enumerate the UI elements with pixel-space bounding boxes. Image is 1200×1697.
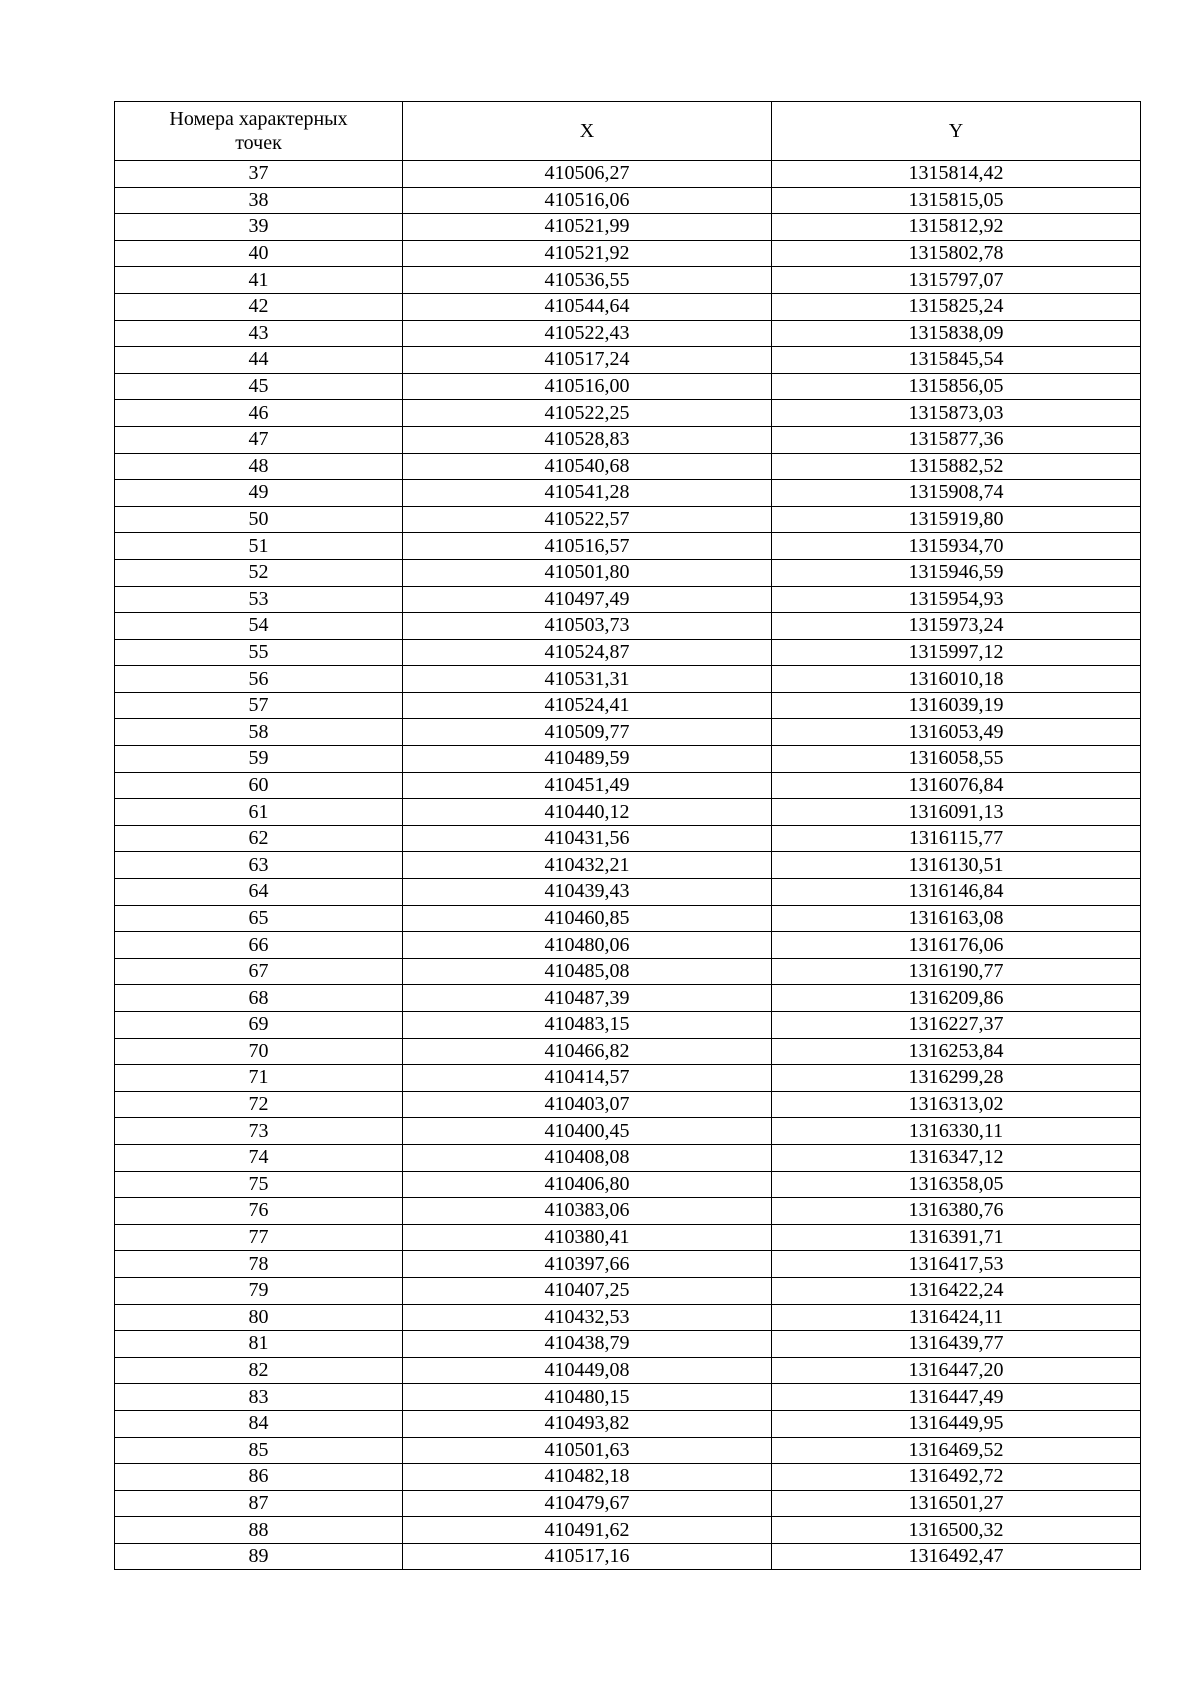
- point-number-cell: 64: [115, 879, 403, 906]
- table-row: [115, 1091, 1141, 1118]
- point-number-cell: 80: [115, 1304, 403, 1331]
- point-number-cell: 57: [115, 692, 403, 719]
- table-row: [115, 905, 1141, 932]
- table-row: [115, 1331, 1141, 1358]
- table-row: [115, 320, 1141, 347]
- y-coordinate-cell: 1316391,71: [772, 1224, 1141, 1251]
- y-coordinate-cell: 1316146,84: [772, 879, 1141, 906]
- table-row: [115, 852, 1141, 879]
- x-coordinate-cell: 410483,15: [403, 1012, 772, 1039]
- point-number-cell: 84: [115, 1410, 403, 1437]
- point-number-cell: 39: [115, 214, 403, 241]
- y-coordinate-cell: 1316501,27: [772, 1490, 1141, 1517]
- x-coordinate-cell: 410480,15: [403, 1384, 772, 1411]
- point-number-cell: 49: [115, 480, 403, 507]
- x-coordinate-cell: 410524,41: [403, 692, 772, 719]
- point-number-cell: 76: [115, 1198, 403, 1225]
- point-number-cell: 40: [115, 240, 403, 267]
- table-row: [115, 879, 1141, 906]
- table-row: [115, 293, 1141, 320]
- y-coordinate-cell: 1315812,92: [772, 214, 1141, 241]
- table-header: [115, 102, 1141, 161]
- table-row: [115, 187, 1141, 214]
- point-number-cell: 51: [115, 533, 403, 560]
- x-coordinate-cell: 410380,41: [403, 1224, 772, 1251]
- table-row: [115, 692, 1141, 719]
- x-coordinate-cell: 410440,12: [403, 799, 772, 826]
- x-coordinate-cell: 410493,82: [403, 1410, 772, 1437]
- x-coordinate-cell: 410517,24: [403, 347, 772, 374]
- x-coordinate-cell: 410497,49: [403, 586, 772, 613]
- x-coordinate-cell: 410522,57: [403, 506, 772, 533]
- point-number-cell: 54: [115, 613, 403, 640]
- point-number-cell: 82: [115, 1357, 403, 1384]
- table-row: [115, 1464, 1141, 1491]
- point-number-cell: 60: [115, 772, 403, 799]
- table-row: [115, 1517, 1141, 1544]
- x-coordinate-cell: 410383,06: [403, 1198, 772, 1225]
- point-number-cell: 52: [115, 559, 403, 586]
- y-coordinate-cell: 1316091,13: [772, 799, 1141, 826]
- y-coordinate-cell: 1315845,54: [772, 347, 1141, 374]
- x-coordinate-cell: 410449,08: [403, 1357, 772, 1384]
- header-x: X: [403, 102, 772, 161]
- point-number-cell: 47: [115, 426, 403, 453]
- table-row: [115, 347, 1141, 374]
- table-row: [115, 985, 1141, 1012]
- table-row: [115, 1012, 1141, 1039]
- table-row: [115, 1065, 1141, 1092]
- table-row: [115, 506, 1141, 533]
- point-number-cell: 71: [115, 1065, 403, 1092]
- x-coordinate-cell: 410503,73: [403, 613, 772, 640]
- point-number-cell: 79: [115, 1277, 403, 1304]
- table-row: [115, 586, 1141, 613]
- x-coordinate-cell: 410406,80: [403, 1171, 772, 1198]
- table-row: [115, 400, 1141, 427]
- x-coordinate-cell: 410501,63: [403, 1437, 772, 1464]
- x-coordinate-cell: 410521,92: [403, 240, 772, 267]
- table-row: [115, 799, 1141, 826]
- point-number-cell: 50: [115, 506, 403, 533]
- table-row: [115, 453, 1141, 480]
- point-number-cell: 89: [115, 1543, 403, 1570]
- y-coordinate-cell: 1315825,24: [772, 293, 1141, 320]
- x-coordinate-cell: 410517,16: [403, 1543, 772, 1570]
- x-coordinate-cell: 410521,99: [403, 214, 772, 241]
- point-number-cell: 45: [115, 373, 403, 400]
- x-coordinate-cell: 410400,45: [403, 1118, 772, 1145]
- y-coordinate-cell: 1316469,52: [772, 1437, 1141, 1464]
- point-number-cell: 73: [115, 1118, 403, 1145]
- x-coordinate-cell: 410397,66: [403, 1251, 772, 1278]
- table-row: [115, 1171, 1141, 1198]
- point-number-cell: 55: [115, 639, 403, 666]
- x-coordinate-cell: 410407,25: [403, 1277, 772, 1304]
- x-coordinate-cell: 410439,43: [403, 879, 772, 906]
- point-number-cell: 70: [115, 1038, 403, 1065]
- table-row: [115, 533, 1141, 560]
- y-coordinate-cell: 1316380,76: [772, 1198, 1141, 1225]
- table-row: [115, 1490, 1141, 1517]
- point-number-cell: 68: [115, 985, 403, 1012]
- point-number-cell: 42: [115, 293, 403, 320]
- x-coordinate-cell: 410522,25: [403, 400, 772, 427]
- point-number-cell: 61: [115, 799, 403, 826]
- point-number-cell: 67: [115, 958, 403, 985]
- x-coordinate-cell: 410438,79: [403, 1331, 772, 1358]
- x-coordinate-cell: 410536,55: [403, 267, 772, 294]
- y-coordinate-cell: 1315997,12: [772, 639, 1141, 666]
- point-number-cell: 65: [115, 905, 403, 932]
- y-coordinate-cell: 1316163,08: [772, 905, 1141, 932]
- y-coordinate-cell: 1316253,84: [772, 1038, 1141, 1065]
- x-coordinate-cell: 410544,64: [403, 293, 772, 320]
- point-number-cell: 86: [115, 1464, 403, 1491]
- table-row: [115, 240, 1141, 267]
- x-coordinate-cell: 410408,08: [403, 1144, 772, 1171]
- x-coordinate-cell: 410466,82: [403, 1038, 772, 1065]
- x-coordinate-cell: 410516,06: [403, 187, 772, 214]
- x-coordinate-cell: 410485,08: [403, 958, 772, 985]
- table-row: [115, 267, 1141, 294]
- x-coordinate-cell: 410528,83: [403, 426, 772, 453]
- point-number-cell: 66: [115, 932, 403, 959]
- point-number-cell: 72: [115, 1091, 403, 1118]
- y-coordinate-cell: 1315802,78: [772, 240, 1141, 267]
- point-number-cell: 37: [115, 161, 403, 188]
- point-number-cell: 69: [115, 1012, 403, 1039]
- point-number-cell: 63: [115, 852, 403, 879]
- table-row: [115, 559, 1141, 586]
- table-row: [115, 1543, 1141, 1570]
- table-row: [115, 958, 1141, 985]
- table-row: [115, 613, 1141, 640]
- table-row: [115, 746, 1141, 773]
- table-row: [115, 932, 1141, 959]
- y-coordinate-cell: 1316176,06: [772, 932, 1141, 959]
- y-coordinate-cell: 1316313,02: [772, 1091, 1141, 1118]
- point-number-cell: 53: [115, 586, 403, 613]
- table-row: [115, 666, 1141, 693]
- x-coordinate-cell: 410491,62: [403, 1517, 772, 1544]
- x-coordinate-cell: 410501,80: [403, 559, 772, 586]
- table-row: [115, 1437, 1141, 1464]
- table-row: [115, 1198, 1141, 1225]
- y-coordinate-cell: 1315814,42: [772, 161, 1141, 188]
- x-coordinate-cell: 410460,85: [403, 905, 772, 932]
- coordinates-table: [114, 101, 1141, 1570]
- y-coordinate-cell: 1315797,07: [772, 267, 1141, 294]
- y-coordinate-cell: 1316039,19: [772, 692, 1141, 719]
- x-coordinate-cell: 410482,18: [403, 1464, 772, 1491]
- y-coordinate-cell: 1316447,20: [772, 1357, 1141, 1384]
- y-coordinate-cell: 1316299,28: [772, 1065, 1141, 1092]
- point-number-cell: 88: [115, 1517, 403, 1544]
- point-number-cell: 44: [115, 347, 403, 374]
- point-number-cell: 43: [115, 320, 403, 347]
- table-row: [115, 639, 1141, 666]
- x-coordinate-cell: 410479,67: [403, 1490, 772, 1517]
- table-row: [115, 1144, 1141, 1171]
- y-coordinate-cell: 1315908,74: [772, 480, 1141, 507]
- x-coordinate-cell: 410506,27: [403, 161, 772, 188]
- table-row: [115, 1224, 1141, 1251]
- y-coordinate-cell: 1316447,49: [772, 1384, 1141, 1411]
- y-coordinate-cell: 1316449,95: [772, 1410, 1141, 1437]
- y-coordinate-cell: 1316209,86: [772, 985, 1141, 1012]
- x-coordinate-cell: 410487,39: [403, 985, 772, 1012]
- x-coordinate-cell: 410540,68: [403, 453, 772, 480]
- y-coordinate-cell: 1316358,05: [772, 1171, 1141, 1198]
- y-coordinate-cell: 1315919,80: [772, 506, 1141, 533]
- x-coordinate-cell: 410432,53: [403, 1304, 772, 1331]
- x-coordinate-cell: 410509,77: [403, 719, 772, 746]
- table-row: [115, 214, 1141, 241]
- y-coordinate-cell: 1315838,09: [772, 320, 1141, 347]
- point-number-cell: 85: [115, 1437, 403, 1464]
- point-number-cell: 83: [115, 1384, 403, 1411]
- y-coordinate-cell: 1316053,49: [772, 719, 1141, 746]
- point-number-cell: 59: [115, 746, 403, 773]
- y-coordinate-cell: 1316424,11: [772, 1304, 1141, 1331]
- x-coordinate-cell: 410531,31: [403, 666, 772, 693]
- y-coordinate-cell: 1315815,05: [772, 187, 1141, 214]
- header-point-numbers: Номера характерных точек: [115, 102, 403, 161]
- table-row: [115, 480, 1141, 507]
- y-coordinate-cell: 1316010,18: [772, 666, 1141, 693]
- y-coordinate-cell: 1316190,77: [772, 958, 1141, 985]
- x-coordinate-cell: 410414,57: [403, 1065, 772, 1092]
- x-coordinate-cell: 410451,49: [403, 772, 772, 799]
- table-row: [115, 373, 1141, 400]
- table-row: [115, 161, 1141, 188]
- table-body: [115, 161, 1141, 1570]
- table-row: [115, 772, 1141, 799]
- table-header-row: [115, 102, 1141, 161]
- table-row: [115, 1410, 1141, 1437]
- point-number-cell: 75: [115, 1171, 403, 1198]
- table-row: [115, 719, 1141, 746]
- x-coordinate-cell: 410516,00: [403, 373, 772, 400]
- y-coordinate-cell: 1315877,36: [772, 426, 1141, 453]
- table-row: [115, 1357, 1141, 1384]
- x-coordinate-cell: 410516,57: [403, 533, 772, 560]
- point-number-cell: 58: [115, 719, 403, 746]
- point-number-cell: 77: [115, 1224, 403, 1251]
- x-coordinate-cell: 410480,06: [403, 932, 772, 959]
- point-number-cell: 56: [115, 666, 403, 693]
- point-number-cell: 62: [115, 825, 403, 852]
- table-row: [115, 1251, 1141, 1278]
- table-row: [115, 1304, 1141, 1331]
- y-coordinate-cell: 1316492,47: [772, 1543, 1141, 1570]
- table-row: [115, 1384, 1141, 1411]
- table-row: [115, 426, 1141, 453]
- y-coordinate-cell: 1316347,12: [772, 1144, 1141, 1171]
- y-coordinate-cell: 1316076,84: [772, 772, 1141, 799]
- table-row: [115, 1277, 1141, 1304]
- y-coordinate-cell: 1315873,03: [772, 400, 1141, 427]
- point-number-cell: 81: [115, 1331, 403, 1358]
- y-coordinate-cell: 1315882,52: [772, 453, 1141, 480]
- table-row: [115, 1118, 1141, 1145]
- point-number-cell: 41: [115, 267, 403, 294]
- x-coordinate-cell: 410431,56: [403, 825, 772, 852]
- y-coordinate-cell: 1316227,37: [772, 1012, 1141, 1039]
- point-number-cell: 87: [115, 1490, 403, 1517]
- point-number-cell: 48: [115, 453, 403, 480]
- table-row: [115, 1038, 1141, 1065]
- y-coordinate-cell: 1315856,05: [772, 373, 1141, 400]
- x-coordinate-cell: 410522,43: [403, 320, 772, 347]
- y-coordinate-cell: 1316058,55: [772, 746, 1141, 773]
- x-coordinate-cell: 410524,87: [403, 639, 772, 666]
- table-row: [115, 825, 1141, 852]
- x-coordinate-cell: 410403,07: [403, 1091, 772, 1118]
- point-number-cell: 74: [115, 1144, 403, 1171]
- y-coordinate-cell: 1316417,53: [772, 1251, 1141, 1278]
- point-number-cell: 38: [115, 187, 403, 214]
- x-coordinate-cell: 410432,21: [403, 852, 772, 879]
- y-coordinate-cell: 1315954,93: [772, 586, 1141, 613]
- header-y: Y: [772, 102, 1141, 161]
- y-coordinate-cell: 1316500,32: [772, 1517, 1141, 1544]
- point-number-cell: 78: [115, 1251, 403, 1278]
- y-coordinate-cell: 1316422,24: [772, 1277, 1141, 1304]
- y-coordinate-cell: 1315934,70: [772, 533, 1141, 560]
- y-coordinate-cell: 1316330,11: [772, 1118, 1141, 1145]
- y-coordinate-cell: 1315946,59: [772, 559, 1141, 586]
- y-coordinate-cell: 1316115,77: [772, 825, 1141, 852]
- y-coordinate-cell: 1315973,24: [772, 613, 1141, 640]
- y-coordinate-cell: 1316439,77: [772, 1331, 1141, 1358]
- y-coordinate-cell: 1316492,72: [772, 1464, 1141, 1491]
- y-coordinate-cell: 1316130,51: [772, 852, 1141, 879]
- x-coordinate-cell: 410489,59: [403, 746, 772, 773]
- point-number-cell: 46: [115, 400, 403, 427]
- x-coordinate-cell: 410541,28: [403, 480, 772, 507]
